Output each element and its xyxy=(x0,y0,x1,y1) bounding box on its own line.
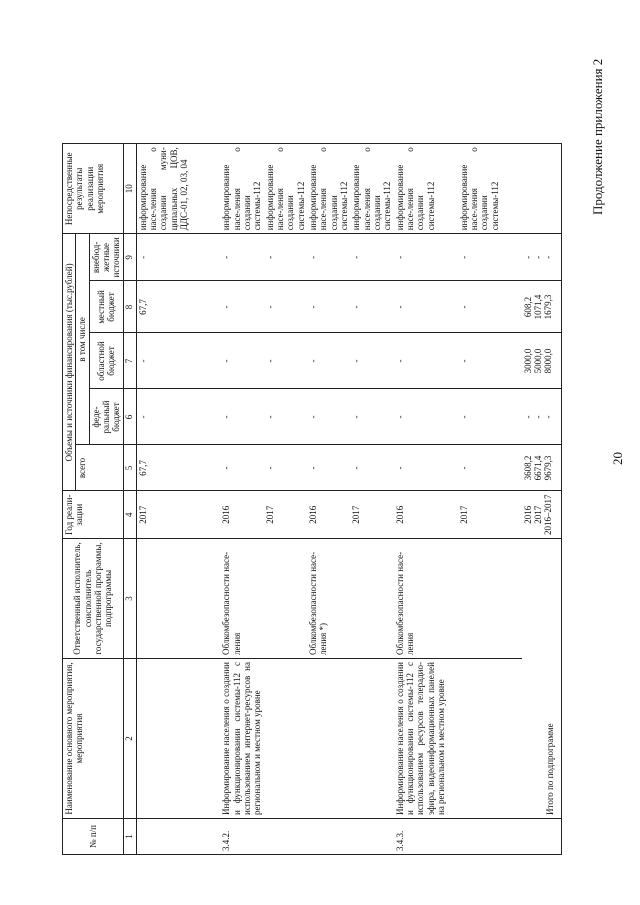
index-cell: 7 xyxy=(123,333,136,389)
extra-cell: - xyxy=(394,234,458,281)
header-regional: областной бюджет xyxy=(89,333,123,389)
year-cell: 2017 xyxy=(350,491,393,539)
federal-cell: - xyxy=(264,389,307,445)
index-cell: 6 xyxy=(123,389,136,445)
total-regional: 3000,0 5000,0 8000,0 xyxy=(522,333,562,389)
index-cell: 9 xyxy=(123,234,136,281)
result-cell: информирование насе-ления о создании системы-112 xyxy=(264,144,307,234)
extra-cell: - xyxy=(307,234,350,281)
header-executor: Ответственный исполнитель, соисполнитель государственной программы, подпрограммы xyxy=(63,539,124,659)
executor-cell: Облкомбезопасности насе-ления *) xyxy=(307,539,394,659)
local-cell: - xyxy=(350,281,393,333)
local-cell: 67,7 xyxy=(136,281,220,333)
extra-cell: - xyxy=(458,234,522,281)
total-cell: - xyxy=(307,445,350,491)
table-row xyxy=(136,144,220,855)
item-name: Информирование населения о создании и функционировании системы-112 с использованием интернет-ресурсов на региональном и местном уровне xyxy=(220,659,394,819)
page-number: 20 xyxy=(610,452,625,465)
local-cell: - xyxy=(307,281,350,333)
index-cell: 1 xyxy=(123,819,136,855)
local-cell: - xyxy=(458,281,522,333)
extra-cell: - xyxy=(350,234,393,281)
year-cell: 2017 xyxy=(136,491,220,539)
total-row xyxy=(522,144,562,855)
total-cell: - xyxy=(458,445,522,491)
extra-cell: - xyxy=(136,234,220,281)
regional-cell: - xyxy=(136,333,220,389)
table-row xyxy=(394,144,458,855)
column-index-row xyxy=(123,144,136,855)
federal-cell: - xyxy=(136,389,220,445)
index-cell: 10 xyxy=(123,144,136,234)
local-cell: - xyxy=(394,281,458,333)
header-year: Год реали-зации xyxy=(63,491,124,539)
year-cell: 2016 xyxy=(394,491,458,539)
regional-cell: - xyxy=(264,333,307,389)
table-row xyxy=(220,144,263,855)
index-cell: 8 xyxy=(123,281,136,333)
total-all: 3608,2 6671,4 9679,3 xyxy=(522,445,562,491)
header-funding: Объемы и источники финансирования (тыс.рублей) xyxy=(63,234,76,491)
year-cell: 2017 xyxy=(264,491,307,539)
total-local: 608,2 1071,4 1679,3 xyxy=(522,281,562,333)
index-cell: 3 xyxy=(123,539,136,659)
regional-cell: - xyxy=(307,333,350,389)
total-cell: - xyxy=(394,445,458,491)
header-result: Непосредственные результаты реализации мероприятия xyxy=(63,144,124,234)
federal-cell: - xyxy=(307,389,350,445)
federal-cell: - xyxy=(458,389,522,445)
extra-cell: - xyxy=(220,234,263,281)
federal-cell: - xyxy=(220,389,263,445)
header-local: местный бюджет xyxy=(89,281,123,333)
executor-cell: Облкомбезопасности насе-ления xyxy=(220,539,307,659)
header-including: в том числе xyxy=(76,234,89,445)
result-cell: информирование насе-ления о создании системы-112 xyxy=(458,144,522,234)
federal-cell: - xyxy=(350,389,393,445)
funding-table xyxy=(62,143,562,855)
item-number: 3.4.2. xyxy=(220,819,307,855)
header-federal: феде-ральный бюджет xyxy=(89,389,123,445)
year-cell: 2016 xyxy=(307,491,350,539)
year-cell: 2017 xyxy=(458,491,522,539)
regional-cell: - xyxy=(350,333,393,389)
header-name: Наименование основного мероприятия, мероприятия xyxy=(63,659,124,819)
continuation-caption: Продолжение приложения 2 xyxy=(590,58,605,215)
result-cell: информирование насе-ления о создании муни-ципальных ЦОВ, ДДС-01, 02, 03, 04 xyxy=(136,144,220,234)
total-federal: - - - xyxy=(522,389,562,445)
total-cell: - xyxy=(220,445,263,491)
header-total: всего xyxy=(76,445,123,491)
index-cell: 2 xyxy=(123,659,136,819)
year-cell: 2016 xyxy=(220,491,263,539)
index-cell: 4 xyxy=(123,491,136,539)
item-number: 3.4.3. xyxy=(394,819,522,855)
regional-cell: - xyxy=(458,333,522,389)
regional-cell: - xyxy=(220,333,263,389)
result-cell: информирование насе-ления о создании системы-112 xyxy=(220,144,263,234)
local-cell: - xyxy=(220,281,263,333)
federal-cell: - xyxy=(394,389,458,445)
total-cell: 67,7 xyxy=(136,445,220,491)
header-num: № п/п xyxy=(63,819,124,855)
local-cell: - xyxy=(264,281,307,333)
result-cell: информирование насе-ления о создании системы-112 xyxy=(350,144,393,234)
index-cell: 5 xyxy=(123,445,136,491)
total-cell: - xyxy=(264,445,307,491)
total-extra: - - - xyxy=(522,234,562,281)
total-years: 2016 2017 2016–2017 xyxy=(522,491,562,539)
regional-cell: - xyxy=(394,333,458,389)
executor-cell: Облкомбезопасности насе-ления xyxy=(394,539,522,659)
item-name: Информирование населения о создании и функционировании системы-112 с использованием ресурсов телерадио-эфира, видеоинформационных панелей на региональном и местном уровне xyxy=(394,659,522,819)
total-label: Итого по подпрограмме xyxy=(522,539,562,819)
extra-cell: - xyxy=(264,234,307,281)
header-row-1 xyxy=(63,144,76,855)
header-extra: внебюд-жетные источники xyxy=(89,234,123,281)
result-cell: информирование насе-ления о создании системы-112 xyxy=(394,144,458,234)
result-cell: информирование насе-ления о создании системы-112 xyxy=(307,144,350,234)
total-cell: - xyxy=(350,445,393,491)
